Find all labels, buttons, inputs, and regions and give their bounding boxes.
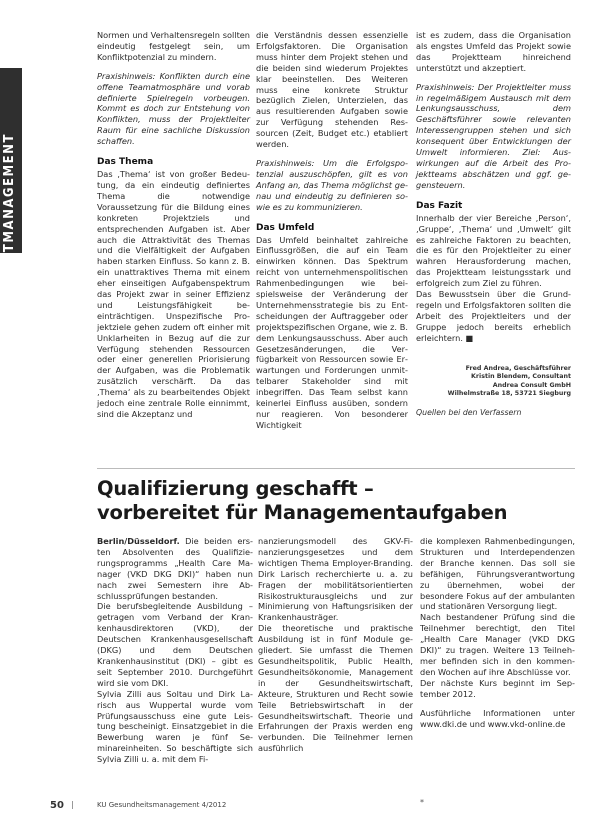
headline-line-1: Qualifizierung geschafft – [97, 477, 374, 500]
bottom-article-column-2 [258, 536, 413, 754]
paragraph: Das ‚Thema‘ ist von großer Bedeutung, da ein eindeutig definiertes Thema die notwendige Voraussetzung für die Bildung eines konkreten Projektziels und entsprechenden Aufgaben ist. Aber auch die Attraktivität des Themas und die Vielfältigkeit der Aufgaben haben starken Einfluss. So kann z. B. ein unattraktives Thema mit einem eher einseitigen Aufgabenspektrum das Projekt zwar in seiner Effizienz und Leistungsfähigkeit beeinträchtigen. Unspezifische Projektziele gehen zudem oft einher mit Unklarheiten in Bezug auf die zur Verfügung stehenden Ressourcen oder einer generellen Priorisierung der Aufgaben, was die Problematik zusätzlich verschärft. Da das ‚Thema‘ als zu bearbeitendes Objekt jedoch eine zentrale Rolle einnimmt, sind die Akzeptanz und [97, 169, 250, 419]
bottom-article-column-1 [97, 536, 253, 765]
spacer [97, 63, 250, 71]
spacer [256, 213, 408, 221]
top-article-column-3 [416, 30, 571, 344]
paragraph: Nach bestandener Prüfung sind die Teilnehmer berechtigt, den Titel „Health Care Manager (VKD DKG DKI)“ zu tragen. Weitere 13 Teilnehmer befinden sich in den kommenden Wochen auf ihre Abschlüsse vor. [420, 612, 575, 677]
paragraph: Das Umfeld beinhaltet zahlreiche Einflussgrößen, die auf ein Team einwirken können. Das Spektrum reicht von unternehmenspolitischen Rahmenbedingungen wie beispielsweise der Veränderung der Unternehmensstrategie bis zu Entscheidungen der Auftraggeber oder projektspezifischen Organe, wie z. B. dem Lenkungsausschuss. Aber auch Gesetzesänderungen, die Verfügbarkeit von Ressourcen sowie Erwartungen und Forderungen unmittelbarer Stakeholder sind mit inbegriffen. Das Team selbst kann keinerlei Einfluss ausüben, sondern nur reagieren. Von besonderer Wichtigkeit [256, 234, 408, 430]
paragraph: Sylvia Zilli aus Soltau und Dirk Larisch aus Wuppertal wurde vom Prüfungsausschuss eine gute Leistung bescheinigt. Einsatzgebiet in die Bewerbung waren je fünf Seminareinheiten. So beschäftigte sich Sylvia Zilli u. a. mit dem Fi- [97, 688, 253, 765]
credit-line: Kristin Blendem, Consultant [471, 373, 571, 381]
spacer [256, 150, 408, 158]
paragraph: Normen und Verhaltensregeln sollten eindeutig festgelegt sein, um Konfliktpotenzial zu mindern. [97, 30, 250, 62]
section-label: PROJEKTMANAGEMENT [2, 133, 17, 310]
page-number: 50 [50, 800, 64, 811]
section-heading: Das Umfeld [256, 222, 315, 233]
credit-line: Wilhelmstraße 18, 53721 Siegburg [447, 390, 571, 398]
paragraph: die komplexen Rahmenbedingungen, Strukturen und Interdependenzen der Branche kennen. Das soll sie befähigen, Führungsverantwortung zu übernehmen, wobei der besondere Fokus auf der ambulanten und stationären Versorgung liegt. [420, 536, 575, 612]
paragraph: die Verständnis dessen essenzielle Erfolgsfaktoren. Die Organisation muss hinter dem Projekt stehen und die beiden sind wiederum Projektes klar beeinstellen. Des Weiteren muss eine konkrete Struktur bezüglich Zielen, Unterzielen, das aus resultierenden Aufgaben sowie zur Verfügung stehenden Ressourcen (Zeit, Budget etc.) etabliert werden. [256, 30, 408, 150]
section-heading: Das Thema [97, 157, 154, 168]
publication-name: KU Gesundheitsmanagement 4/2012 [97, 801, 227, 809]
paragraph: Die theoretische und praktische Ausbildung ist in fünf Module gegliedert. Sie umfasst die Themen Gesundheitspolitik, Public Health, Gesundheitsökonomie, Management in der Gesundheitswirtschaft, Akteure, Strukturen und Recht sowie Teile Betriebswirtschaft in der Gesundheitswirtschaft. Theorie und Erfahrungen der Praxis werden eng verbunden. Die Teilnehmer lernen ausführlich [258, 623, 413, 754]
footer-mark: * [420, 798, 424, 807]
top-article-column-1 [97, 30, 250, 420]
top-article-column-2 [256, 30, 408, 431]
section-heading: Das Fazit [416, 200, 463, 211]
section-sidebar-tab [0, 68, 22, 310]
spacer [416, 74, 571, 82]
paragraph: Innerhalb der vier Bereiche ‚Person‘, ‚Gruppe‘, ‚Thema‘ und ‚Umwelt‘ gilt es zahlreiche Faktoren zu beachten, die es für den Projektleiter zu einer wahren Herausforderung machen, das Projektteam leistungsstark und erfolgreich zum Ziel zu führen. [416, 212, 571, 289]
credit-line: Fred Andrea, Geschäftsführer [465, 365, 571, 372]
lead-text: Die beiden ersten Absolventen des Qualifizierungsprogramms „Health Care Manager (VKD DKG DKI)“ haben nun nach zwei Semestern ihre Abschlussprüfungen bestanden. [97, 536, 253, 601]
credit-line: Andrea Consult GmbH [492, 381, 571, 389]
practice-tip: Praxishinweis: Konflikten durch eine offene Teamatmosphäre und vorab definierte Spielregeln vorbeugen. Kommt es doch zur Entstehung von Konflikten, muss der Projektleiter Raum für eine sachliche Diskussion schaffen. [97, 70, 250, 147]
paragraph: Der nächste Kurs beginnt im September 2012. [420, 677, 575, 699]
practice-tip: Praxishinweis: Um die Erfolgspotenzial auszuschöpfen, gilt es von Anfang an, das Thema möglichst genau und eindeutig zu definieren sowie es zu kommunizieren. [256, 157, 408, 212]
spacer [97, 147, 250, 155]
spacer [420, 700, 575, 708]
spacer [416, 191, 571, 199]
paragraph: Ausführliche Informationen unter www.dki.de und www.vkd-online.de [420, 707, 575, 729]
bottom-article-column-3 [420, 536, 575, 729]
paragraph [97, 536, 253, 601]
dateline: Berlin/Düsseldorf. [97, 536, 180, 546]
source-note: Quellen bei den Verfassern [416, 408, 522, 417]
paragraph: ist es zudem, dass die Organisation als engstes Umfeld das Projekt sowie das Projektteam hinreichend unterstützt und akzeptiert. [416, 30, 571, 73]
author-credit [416, 365, 571, 399]
section-divider [97, 468, 575, 469]
paragraph: Die berufsbegleitende Ausbildung – getragen vom Verband der Krankenhausdirektoren (VKD), der Deutschen Krankenhausgesellschaft (DKG) und dem Deutschen Krankenhausinstitut (DKI) – gibt es seit September 2010. Durchgeführt wird sie vom DKI. [97, 601, 253, 688]
article-headline [97, 477, 577, 525]
practice-tip: Praxishinweis: Der Projektleiter muss in regelmäßigem Austausch mit dem Lenkungsausschuss, dem Geschäftsführer sowie relevanten Interessengruppen stehen und sich konsequent über Entwicklungen der Umwelt informieren. Ziel: Auswirkungen auf die Arbeit des Projektteams abschätzen und ggf. gegensteuern. [416, 81, 571, 190]
paragraph: nanzierungsmodell des GKV-Finanzierungsgesetzes und dem wichtigen Thema Employer-Branding. Dirk Larisch recherchierte u. a. zu Fragen der mobilitätsorientierten Risikostrukturausgleichs und zur Minimierung von Haftungsrisiken der Krankenhausträger. [258, 536, 413, 623]
footer-separator [72, 801, 73, 809]
headline-line-2: vorbereitet für Managementaufgaben [97, 501, 508, 524]
paragraph: Das Bewusstsein über die Grundregeln und Erfolgsfaktoren sollten die Arbeit des Projektleiters und der Gruppe jedoch bereits erheblich erleichtern. ■ [416, 289, 571, 343]
